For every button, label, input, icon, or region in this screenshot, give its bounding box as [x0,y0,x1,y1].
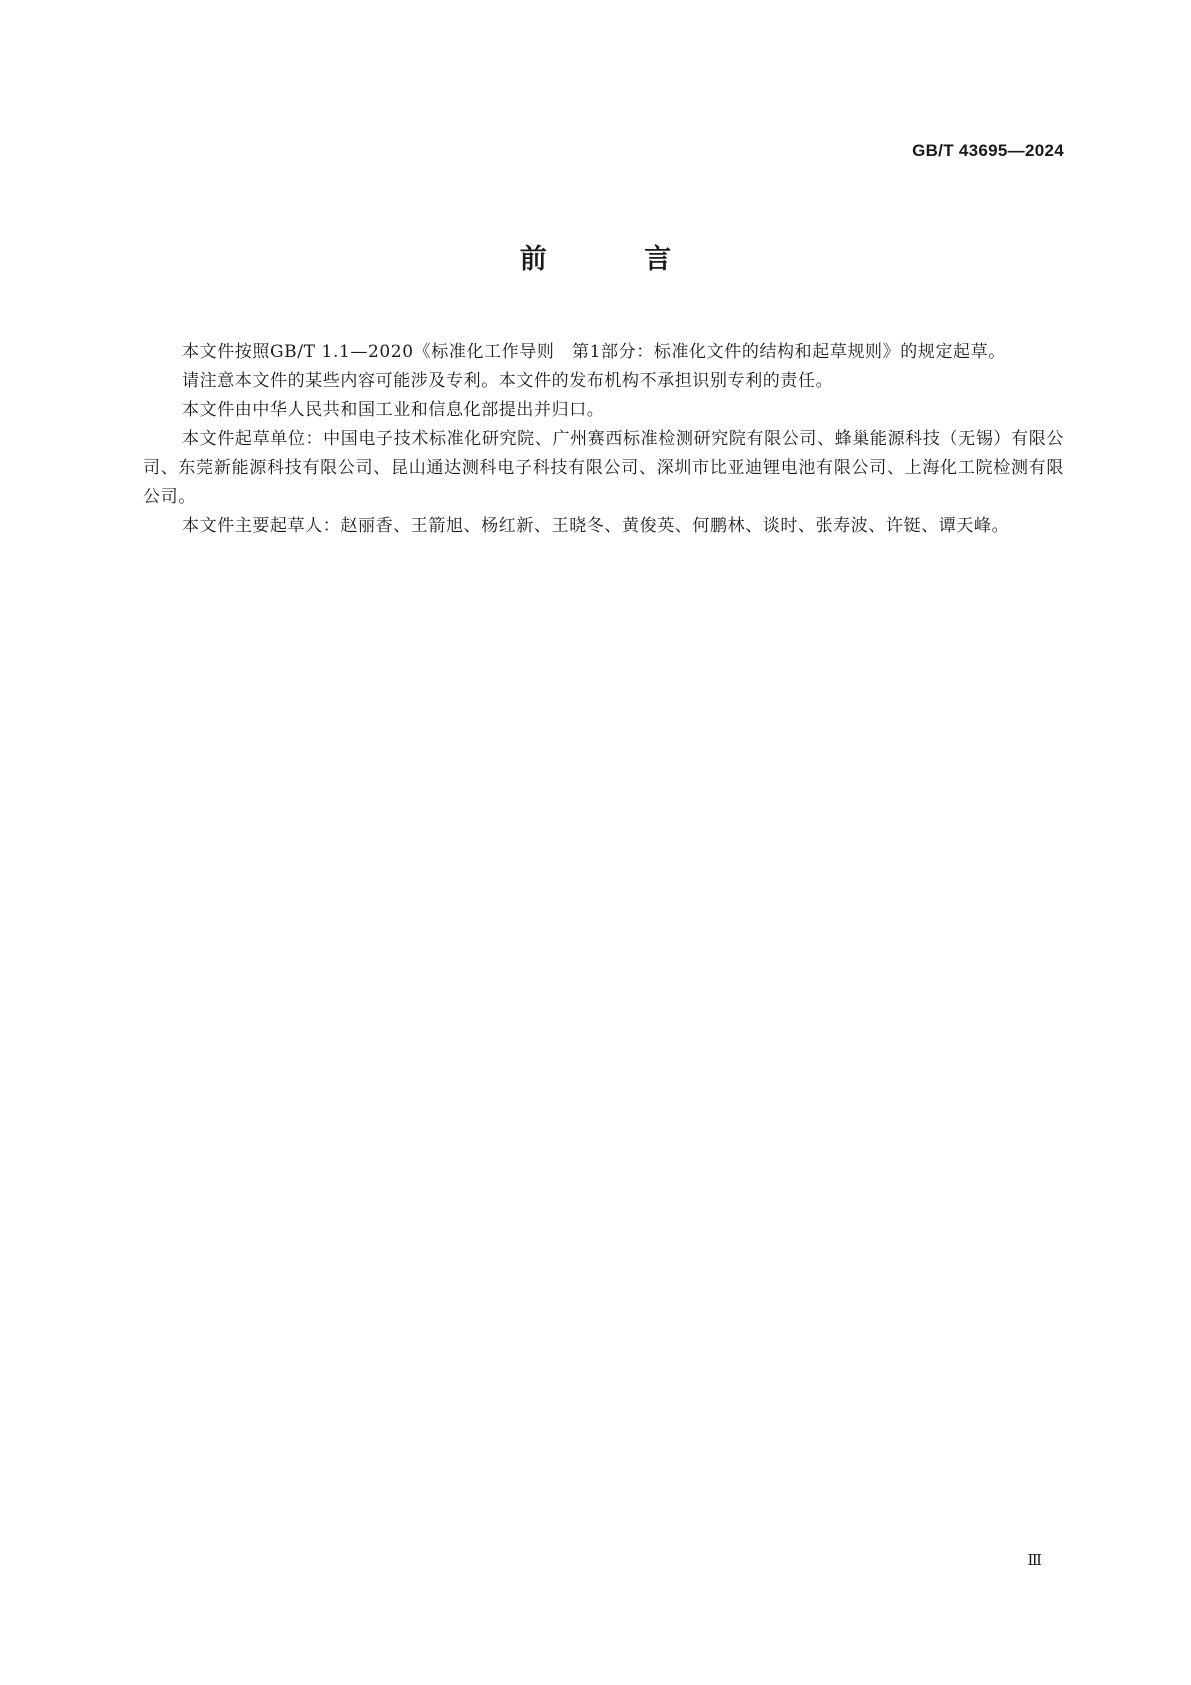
page-title: 前 言 [519,244,716,275]
foreword-body [143,338,1064,541]
page-number: Ⅲ [1027,1553,1042,1569]
paragraph-drafters: 本文件主要起草人：赵丽香、王箭旭、杨红新、王晓冬、黄俊英、何鹏林、谈时、张寿波、许铤、谭天峰。 [182,516,1010,536]
paragraph-drafting-units: 本文件起草单位：中国电子技术标准化研究院、广州赛西标准检测研究院有限公司、蜂巢能源科技（无锡）有限公司、东莞新能源科技有限公司、昆山通达测科电子科技有限公司、深圳市比亚迪锂电池有限公司、上海化工院检测有限公司。 [143,429,1064,507]
standard-number: GB/T 43695—2024 [912,141,1064,160]
paragraph-proposer: 本文件由中华人民共和国工业和信息化部提出并归口。 [182,400,605,420]
paragraph-drafting-rules: 本文件按照GB/T 1.1—2020《标准化工作导则 第1部分：标准化文件的结构和起草规则》的规定起草。 [182,342,1006,362]
paragraph-patent-notice: 请注意本文件的某些内容可能涉及专利。本文件的发布机构不承担识别专利的责任。 [182,371,834,391]
